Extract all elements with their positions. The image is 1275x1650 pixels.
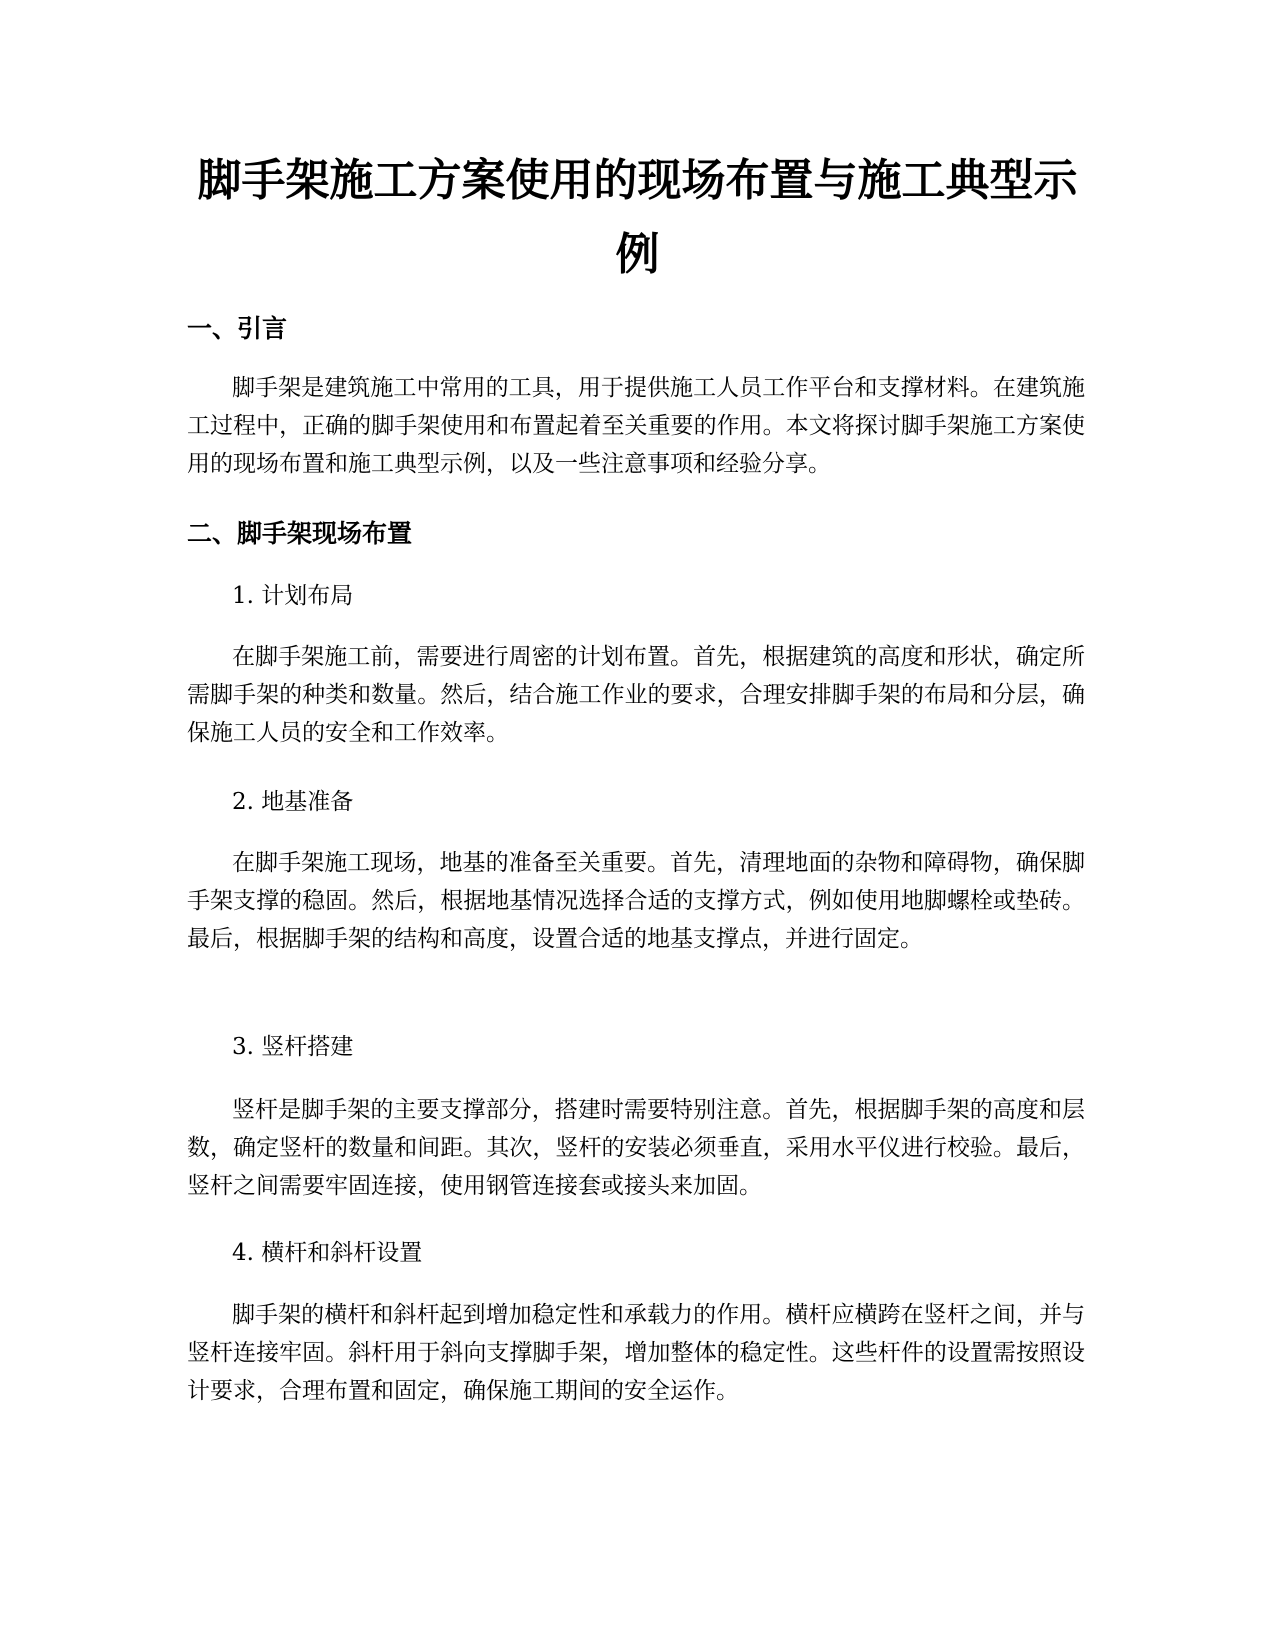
section-heading-site-layout: 二、脚手架现场布置 bbox=[187, 519, 413, 548]
subheading-foundation: 2. 地基准备 bbox=[232, 789, 354, 815]
document-title: 脚手架施工方案使用的现场布置与施工典型示例 bbox=[197, 155, 1078, 280]
subheading-vertical-poles: 3. 竖杆搭建 bbox=[232, 1034, 354, 1060]
paragraph-foundation: 在脚手架施工现场，地基的准备至关重要。首先，清理地面的杂物和障碍物，确保脚手架支撑的稳固。然后，根据地基情况选择合适的支撑方式，例如使用地脚螺栓或垫砖。最后，根据脚手架的结构和高度，设置合适的地基支撑点，并进行固定。 bbox=[187, 850, 1085, 952]
paragraph-horizontal-diagonal: 脚手架的横杆和斜杆起到增加稳定性和承载力的作用。横杆应横跨在竖杆之间，并与竖杆连接牢固。斜杆用于斜向支撑脚手架，增加整体的稳定性。这些杆件的设置需按照设计要求，合理布置和固定，确保施工期间的安全运作。 bbox=[187, 1302, 1085, 1404]
paragraph-plan-layout: 在脚手架施工前，需要进行周密的计划布置。首先，根据建筑的高度和形状，确定所需脚手架的种类和数量。然后，结合施工作业的要求，合理安排脚手架的布局和分层，确保施工人员的安全和工作效率。 bbox=[187, 644, 1085, 746]
subheading-plan-layout: 1. 计划布局 bbox=[232, 583, 354, 609]
subheading-horizontal-diagonal: 4. 横杆和斜杆设置 bbox=[232, 1240, 423, 1266]
paragraph-vertical-poles: 竖杆是脚手架的主要支撑部分，搭建时需要特别注意。首先，根据脚手架的高度和层数，确定竖杆的数量和间距。其次，竖杆的安装必须垂直，采用水平仪进行校验。最后，竖杆之间需要牢固连接，使用钢管连接套或接头来加固。 bbox=[187, 1097, 1085, 1199]
section-heading-introduction: 一、引言 bbox=[187, 314, 288, 343]
introduction-paragraph: 脚手架是建筑施工中常用的工具，用于提供施工人员工作平台和支撑材料。在建筑施工过程中，正确的脚手架使用和布置起着至关重要的作用。本文将探讨脚手架施工方案使用的现场布置和施工典型示例，以及一些注意事项和经验分享。 bbox=[187, 375, 1085, 477]
